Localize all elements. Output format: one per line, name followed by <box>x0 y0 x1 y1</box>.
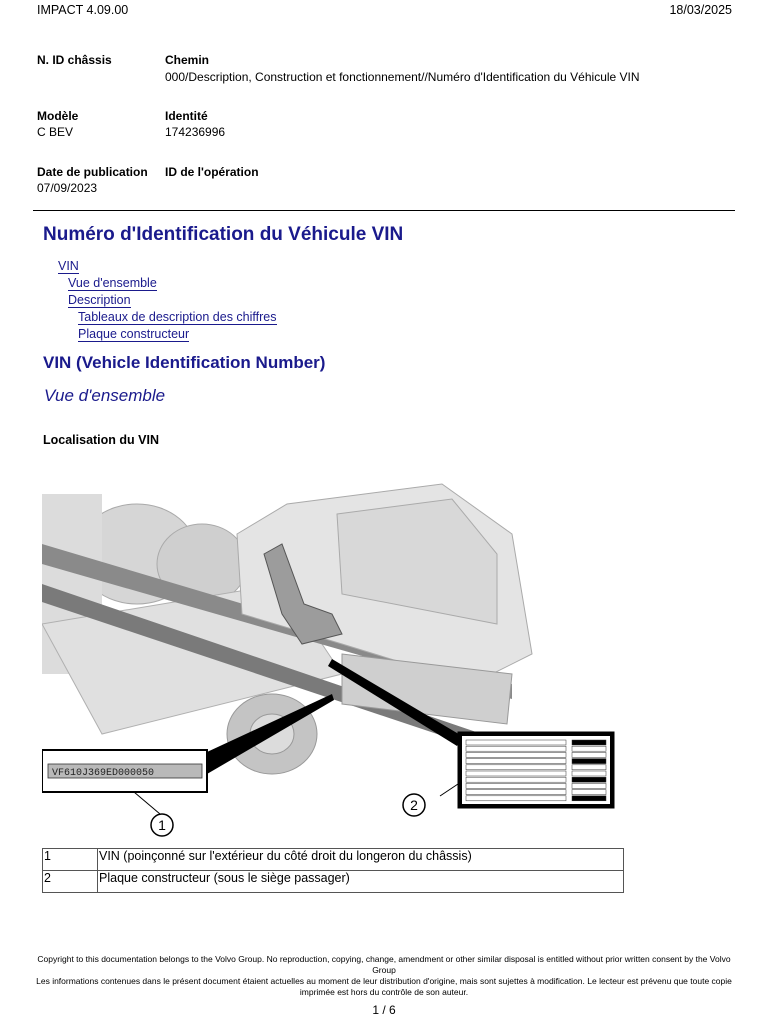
copyright-notice: Copyright to this documentation belongs to the Volvo Group. No reproduction, copying, change, amendment or other similar disposal is entitled without prior written consent by the Volvo Group <box>37 954 731 975</box>
path-label: Chemin <box>165 53 210 67</box>
model-label: Modèle <box>37 109 79 123</box>
publication-date-label: Date de publication <box>37 165 148 179</box>
plate-cell <box>572 746 606 751</box>
header-divider <box>33 210 735 211</box>
operation-id-label: ID de l'opération <box>165 165 259 179</box>
publication-date-value: 07/09/2023 <box>37 181 98 195</box>
plate-cell <box>572 752 606 757</box>
toc-link-digit-tables[interactable]: Tableaux de description des chiffres <box>78 310 277 324</box>
plate-cell <box>572 790 606 795</box>
legend-text: VIN (poinçonné sur l'extérieur du côté droit du longeron du châssis) <box>98 849 624 871</box>
plate-cell <box>572 796 606 801</box>
toc-link-overview[interactable]: Vue d'ensemble <box>68 276 157 290</box>
plate-cell <box>572 765 606 770</box>
legend-number: 2 <box>43 871 98 893</box>
disclaimer-notice: Les informations contenues dans le présent document étaient actuelles au moment de leur distribution d'origine, mais sont sujettes à modification. Le lecteur est prévenu que toute copie imprimée est hors du contrôle de son auteur. <box>36 976 732 997</box>
vin-code: VF610J369ED000050 <box>52 768 155 779</box>
model-value: C BEV <box>37 125 74 139</box>
app-version: IMPACT 4.09.00 <box>37 3 129 17</box>
plate-cell <box>572 771 606 776</box>
legend-number: 1 <box>43 849 98 871</box>
page-number: 1 / 6 <box>372 1003 396 1017</box>
toc-link-manufacturer-plate[interactable]: Plaque constructeur <box>78 327 190 341</box>
document-title: Numéro d'Identification du Véhicule VIN <box>43 224 404 245</box>
callout-2: 2 <box>410 797 418 813</box>
section-title: VIN (Vehicle Identification Number) <box>43 353 326 372</box>
table-row <box>43 871 624 893</box>
plate-cell <box>572 740 606 745</box>
toc-link-vin[interactable]: VIN <box>58 259 79 273</box>
table-row <box>43 849 624 871</box>
path-value: 000/Description, Construction et fonctionnement//Numéro d'Identification du Véhicule VIN <box>165 70 640 84</box>
subsection-title: Vue d'ensemble <box>44 386 166 405</box>
identity-value: 174236996 <box>165 125 226 139</box>
legend-text: Plaque constructeur (sous le siège passager) <box>98 871 624 893</box>
toc-link-description[interactable]: Description <box>68 293 131 307</box>
print-date: 18/03/2025 <box>669 3 732 17</box>
legend-table <box>42 848 624 893</box>
chassis-id-label: N. ID châssis <box>37 53 112 67</box>
figure-heading: Localisation du VIN <box>43 433 159 447</box>
copyright-footer <box>30 954 738 998</box>
plate-cell <box>572 783 606 788</box>
vin-location-illustration <box>42 474 632 842</box>
page-header <box>37 3 732 19</box>
identity-label: Identité <box>165 109 208 123</box>
plate-cell <box>572 759 606 764</box>
callout-1: 1 <box>158 817 166 833</box>
plate-cell <box>572 777 606 782</box>
